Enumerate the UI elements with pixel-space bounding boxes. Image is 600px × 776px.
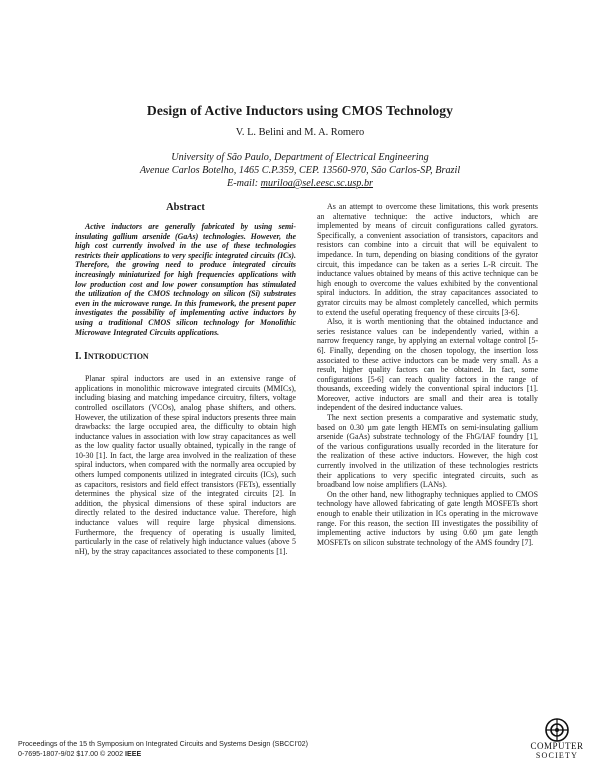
- email-label: E-mail:: [226, 178, 259, 189]
- affiliation: [0, 151, 600, 190]
- abstract-heading: Abstract: [166, 202, 205, 213]
- footer: [18, 739, 308, 759]
- left-column: [75, 202, 296, 556]
- section-heading-introduction: [75, 351, 296, 362]
- section-number: I.: [75, 351, 82, 363]
- email-line: [0, 177, 600, 190]
- computer-society-logo: [522, 718, 592, 760]
- right-column: [317, 202, 538, 547]
- right-paragraph-1: As an attempt to overcome these limitations, this work presents an alternative technique: the active inductors, which are implemented by means of circuit configurations called gyrators. Specifically, a convenient association of transistors, capacitors and resistors can combine into a circuit that will be equivalent to impedance. In turn, depending on biasing conditions of the gyrator circuit, this impedance can be taken as a series L-R circuit. The inductance values obtained by means of this active technique can be high enough to overcome the values exhibited by the conventional spiral inductors. In addition, the stray capacitances associated to gyrator circuits may be almost completely cancelled, which permits to extend the useful operating frequency of these circuits [3-6].: [317, 202, 538, 317]
- logo-word-society: SOCIETY: [535, 751, 579, 760]
- affiliation-line1: University of São Paulo, Department of Electrical Engineering: [171, 152, 429, 163]
- email-link[interactable]: muriloa@sel.eesc.sc.usp.br: [260, 178, 374, 189]
- authors: V. L. Belini and M. A. Romero: [235, 127, 365, 138]
- footer-isbn: 0-7695-1807-9/02 $17.00 © 2002: [18, 750, 124, 758]
- right-paragraph-2: Also, it is worth mentioning that the obtained inductance and series resistance values can be independently varied, within a narrow frequency range, by applying an external voltage control [5-6]. Finally, depending on the chosen topology, the insertion loss associated to these active inductors can be made very small. As a result, higher quality factors can be obtained. In fact, some configurations [5-6] can reach quality factors in the range of thousands, exceeding widely the conventional spiral inductors [1]. Moreover, active inductors are small and their area is totally independent of the desired inductance values.: [317, 317, 538, 413]
- section-title-rest: NTRODUCTION: [87, 352, 149, 362]
- abstract-text: Active inductors are generally fabricated by using semi-insulating gallium arsenide (GaAs) technologies. However, the high cost currently involved in the use of these technologies restricts their applications to very specific integrated circuits (ICs). Therefore, the growing need to produce integrated circuits increasingly miniaturized for high frequencies applications with low production cost and low power consumption has stimulated the utilization of the CMOS technology on silicon (Si) substrates even in the microwave range. In this framework, the present paper investigates the possibility of implementing active inductors by using a traditional CMOS silicon technology for Monolithic Microwave Integrated Circuits applications.: [75, 222, 296, 337]
- intro-paragraph-1: Planar spiral inductors are used in an extensive range of applications in monolithic microwave integrated circuits (MMICs), including biasing and matching impedance circuitry, filters, voltage controlled oscillators (VCOs), analog phase shifters, and others. However, the utilization of these spiral inductors presents three main drawbacks: the large occupied area, the difficulty to obtain high inductance values in association with low stray capacitances as well as the low quality factor usually obtained, typically in the range of 10-30 [1]. In fact, the large area involved in the realization of these spiral inductors, when compared with the normally area occupied by others lumped components utilized in integrated circuits (ICs), such as capacitors, resistors and field effect transistors (FETs), essentially determines the physical size of the integrated circuits [2]. In addition, the physical dimensions of these spiral inductors are directly related to the desired inductance value. Therefore, high inductance values will require large physical dimensions. Furthermore, the frequency of operating is usually limited, particularly in the case of relatively high inductance values (above 5 nH), by the stray capacitances associated to these components [1].: [75, 374, 296, 556]
- footer-ieee: IEEE: [125, 750, 142, 758]
- affiliation-line2: Avenue Carlos Botelho, 1465 C.P.359, CEP. 13560-970, São Carlos-SP, Brazil: [139, 165, 461, 176]
- right-paragraph-3: The next section presents a comparative and systematic study, based on 0.30 µm gate length HEMTs on semi-insulating gallium arsenide (GaAs) substrate technology of the FhG/IAF foundry [1], of the various configurations usually recorded in the literature for the realization of these active inductors. However, the high cost currently involved in the utilization of these technologies restricts their applications to very specific integrated circuits, such as broadband low noise amplifiers (LANs).: [317, 413, 538, 490]
- computer-society-emblem-icon: [544, 718, 570, 742]
- footer-proceedings: Proceedings of the 15 th Symposium on Integrated Circuits and Systems Design (SBCCI'02): [18, 740, 308, 748]
- paper-title: Design of Active Inductors using CMOS Technology: [146, 103, 454, 118]
- footer-copyright: [18, 749, 308, 759]
- right-paragraph-4: On the other hand, new lithography techniques applied to CMOS technology have allowed fabricating of gate length MOSFETs short enough to enable their utilization in ICs operating in the microwave range. For this reason, the section III investigates the possibility of implementing active inductors by using 0.60 µm gate length MOSFETs on silicon substrate technology of the AMS foundry [7].: [317, 489, 538, 547]
- section-first-letter: I: [83, 351, 88, 363]
- logo-word-computer: COMPUTER: [530, 741, 584, 751]
